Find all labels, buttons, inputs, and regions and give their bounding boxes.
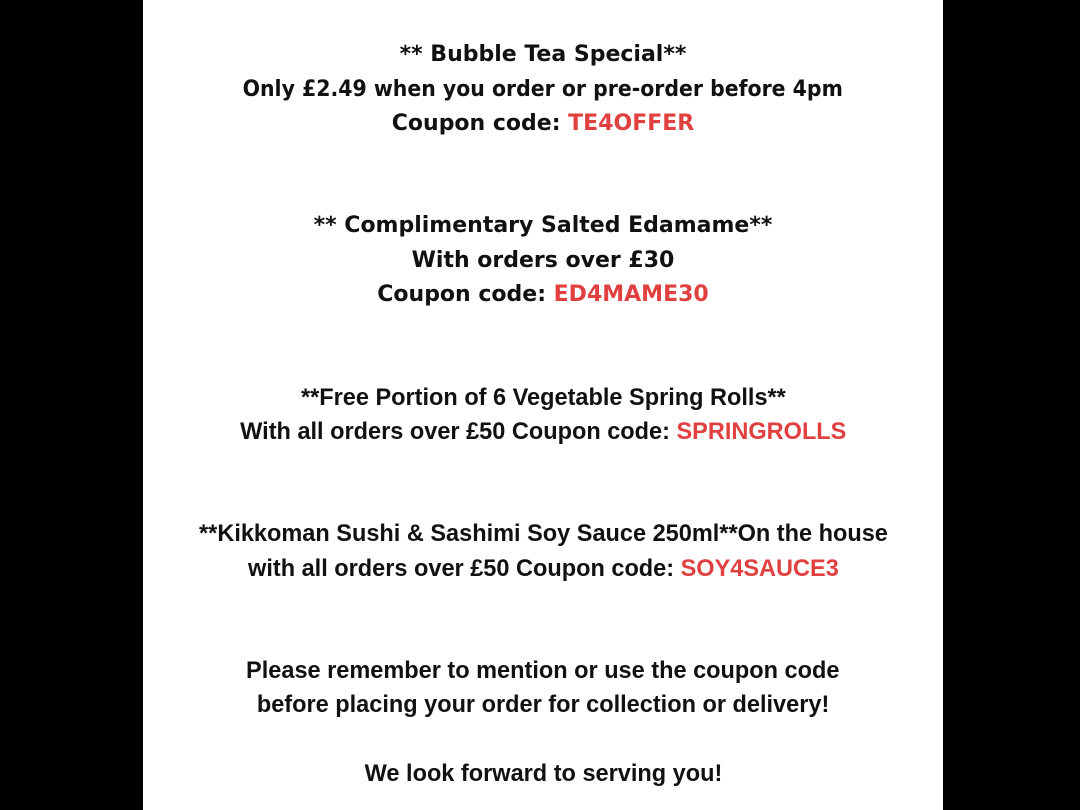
offer-soy-sauce-title — [143, 517, 943, 551]
coupon-label: With all orders over £50 Coupon code: — [239, 418, 677, 445]
offer-spring-rolls-coupon — [143, 415, 943, 449]
offer-description-text: Only £2.49 when you order or pre-order before 4pm — [242, 77, 844, 102]
offer-description-text: With orders over £30 — [411, 248, 675, 273]
coupon-line — [377, 278, 708, 312]
offer-spring-rolls-title — [143, 381, 943, 415]
offer-title-text: ** Complimentary Salted Edamame** — [313, 213, 773, 238]
offer-bubble-tea-coupon — [143, 107, 943, 141]
reminder-line-2 — [143, 688, 943, 722]
offer-title-text: **Kikkoman Sushi & Sashimi Soy Sauce 250ml**On the house — [198, 520, 888, 547]
offer-edamame-title — [143, 209, 943, 243]
coupon-label: Coupon code: — [377, 282, 554, 307]
offer-title-text: **Free Portion of 6 Vegetable Spring Rolls** — [300, 384, 786, 411]
coupon-label: Coupon code: — [391, 111, 569, 136]
closing-message — [143, 757, 943, 791]
closing-text: We look forward to serving you! — [364, 760, 722, 787]
offers-panel — [143, 0, 943, 810]
offer-soy-sauce-coupon — [143, 552, 943, 586]
coupon-line — [392, 107, 694, 141]
reminder-text: Please remember to mention or use the coupon code — [246, 657, 840, 684]
coupon-label: with all orders over £50 Coupon code: — [247, 555, 681, 582]
reminder-text: before placing your order for collection or delivery! — [256, 691, 830, 718]
reminder-line-1 — [143, 654, 943, 688]
offer-bubble-tea-title — [143, 38, 943, 72]
coupon-code: ED4MAME30 — [553, 282, 709, 307]
coupon-line — [248, 552, 839, 586]
offer-edamame-description — [143, 244, 943, 278]
coupon-code: SOY4SAUCE3 — [680, 555, 839, 582]
coupon-line — [240, 415, 846, 449]
coupon-code: TE4OFFER — [568, 111, 695, 136]
offer-bubble-tea-description — [143, 73, 943, 107]
offer-title-text: ** Bubble Tea Special** — [399, 42, 687, 67]
offer-edamame-coupon — [143, 278, 943, 312]
coupon-code: SPRINGROLLS — [676, 418, 847, 445]
